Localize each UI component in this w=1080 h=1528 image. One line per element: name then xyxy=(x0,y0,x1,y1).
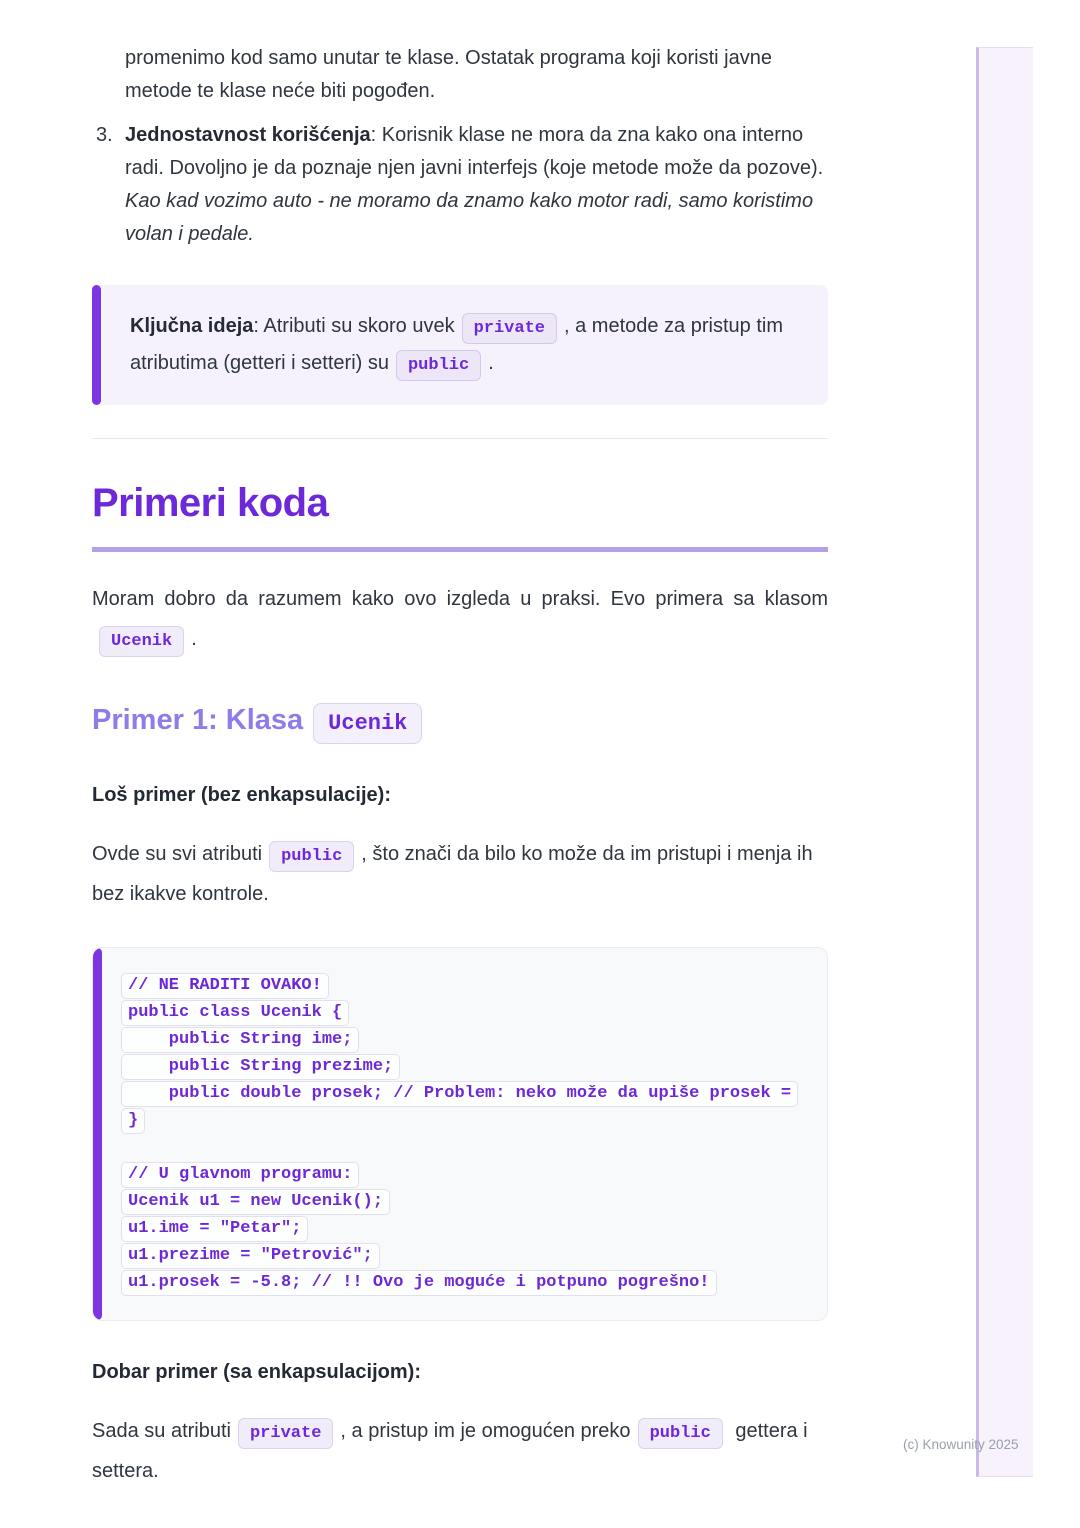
list-item-text: : Korisnik klase ne mora da zna kako ona interno radi. Dovoljno je da poznaje njen javni interfejs (koje metode može da pozove). xyxy=(125,124,824,179)
callout-accent-bar xyxy=(92,285,101,405)
list-item-body xyxy=(125,119,828,251)
good-example-paragraph xyxy=(92,1411,828,1491)
callout-text-1: : Atributi su skoro uvek xyxy=(253,315,455,337)
example-heading xyxy=(92,703,828,744)
key-idea-callout xyxy=(92,285,828,405)
ucenik-heading-chip: Ucenik xyxy=(313,703,422,744)
list-item-italic-note: Kao kad vozimo auto - ne moramo da znamo kako motor radi, samo koristimo volan i pedale. xyxy=(125,190,814,245)
good-example-text-1: Sada su atributi xyxy=(92,1420,231,1442)
intro-paragraph: promenimo kod samo unutar te klase. Ostatak programa koji koristi javne metode te klase neće biti pogođen. xyxy=(125,47,772,102)
code-line: public double prosek; // Problem: neko može da upiše prosek = xyxy=(127,1081,811,1108)
code-line: public String ime; xyxy=(127,1027,811,1054)
example-heading-text: Primer 1: Klasa xyxy=(92,704,304,736)
list-item-3 xyxy=(92,119,828,251)
ucenik-code-chip: Ucenik xyxy=(99,626,184,657)
code-block-accent-bar xyxy=(93,948,102,1320)
side-rail xyxy=(976,47,1033,1477)
good-example-text-3: gettera i settera. xyxy=(92,1420,808,1482)
code-line: } xyxy=(127,1108,811,1135)
callout-text-3: . xyxy=(488,352,494,374)
section-intro-text: Moram dobro da razumem kako ovo izgleda u praksi. Evo primera sa klasom xyxy=(92,588,828,610)
bad-example-label: Loš primer (bez enkapsulacije): xyxy=(92,784,391,806)
copyright-footer: (c) Knowunity 2025 xyxy=(903,1437,1019,1452)
java-code-block xyxy=(92,947,828,1321)
section-divider xyxy=(92,438,828,439)
section-intro-paragraph xyxy=(92,579,828,659)
bad-example-text-1: Ovde su svi atributi xyxy=(92,843,263,865)
list-item-bold-term: Jednostavnost korišćenja xyxy=(125,124,371,146)
private-code-chip: private xyxy=(238,1418,333,1449)
code-line: u1.ime = "Petar"; xyxy=(127,1216,811,1243)
code-line: // U glavnom programu: xyxy=(127,1162,811,1189)
public-code-chip: public xyxy=(269,841,354,872)
code-line: public String prezime; xyxy=(127,1054,811,1081)
code-line xyxy=(127,1135,811,1162)
public-code-chip: public xyxy=(396,350,481,381)
public-code-chip: public xyxy=(638,1418,723,1449)
code-line: u1.prezime = "Petrović"; xyxy=(127,1243,811,1270)
good-example-label: Dobar primer (sa enkapsulacijom): xyxy=(92,1361,421,1383)
list-item-marker: 3. xyxy=(96,124,113,146)
private-code-chip: private xyxy=(462,313,557,344)
code-line: // NE RADITI OVAKO! xyxy=(127,973,811,1000)
code-lines xyxy=(127,973,811,1297)
content-column xyxy=(92,0,828,1491)
code-line: u1.prosek = -5.8; // !! Ovo je moguće i potpuno pogrešno! xyxy=(127,1270,811,1297)
code-line: public class Ucenik { xyxy=(127,1000,811,1027)
bad-example-paragraph xyxy=(92,834,828,914)
callout-body xyxy=(130,308,792,382)
section-title: Primeri koda xyxy=(92,481,828,552)
callout-bold-term: Ključna ideja xyxy=(130,315,254,337)
bad-example-text-2: , što znači da bilo ko može da im pristupi i menja ih bez ikakve kontrole. xyxy=(92,843,813,905)
good-example-text-2: , a pristup im je omogućen preko xyxy=(340,1420,631,1442)
callout-text-2: , a metode za pristup tim atributima (getteri i setteri) su xyxy=(130,315,783,374)
section-intro-period: . xyxy=(191,628,197,650)
code-line: Ucenik u1 = new Ucenik(); xyxy=(127,1189,811,1216)
